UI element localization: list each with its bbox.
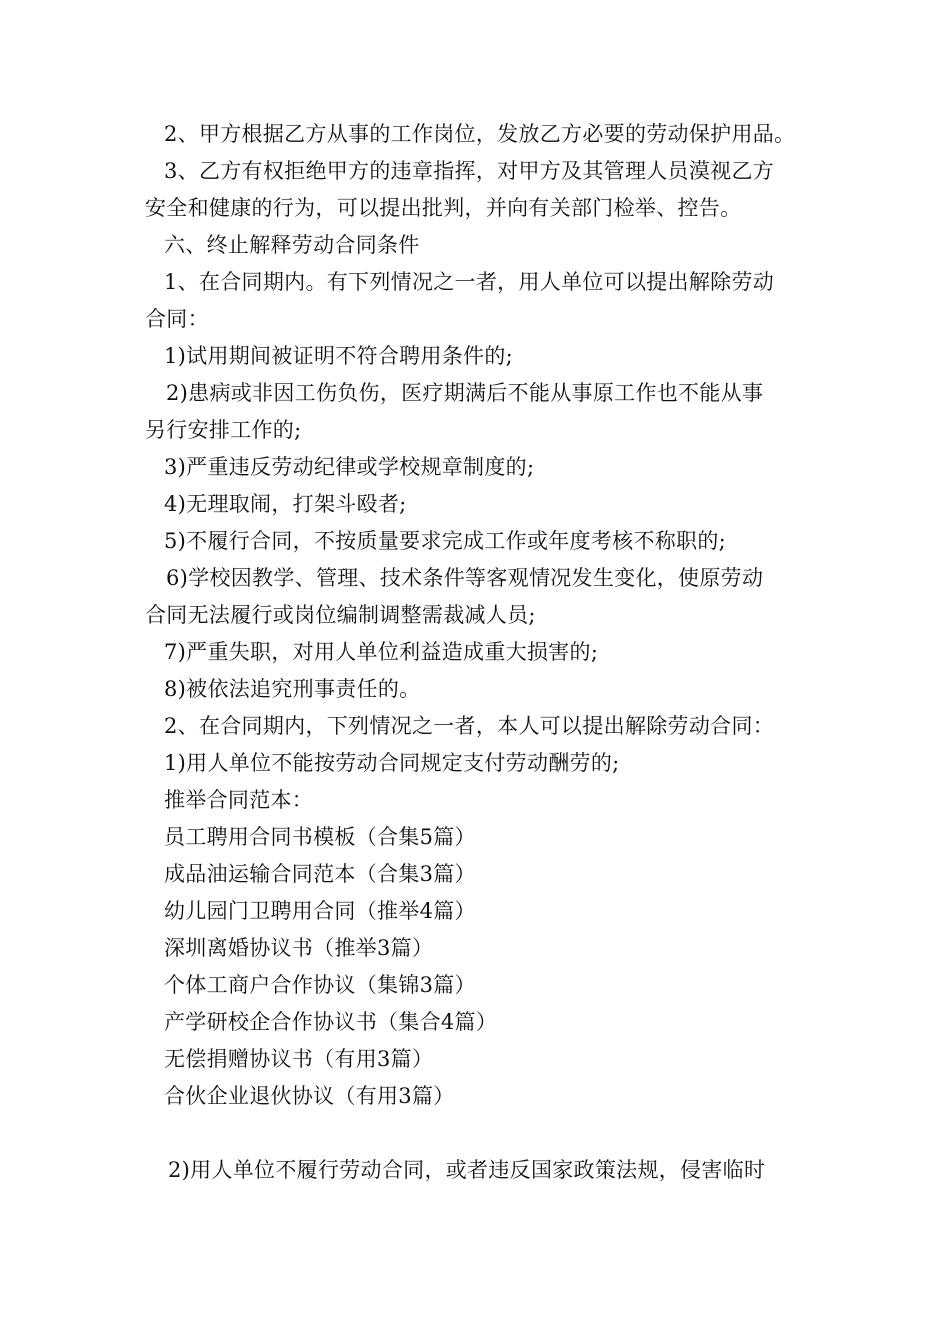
list-item: 4)无理取闹，打架斗殴者; [164,492,407,516]
paragraph-line: 3、乙方有权拒绝甲方的违章指挥，对甲方及其管理人员漠视乙方 [164,159,775,183]
paragraph-line: 安全和健康的行为，可以提出批判，并向有关部门检举、控告。 [145,196,742,220]
recommend-link[interactable]: 合伙企业退伙协议（有用3篇） [164,1084,455,1108]
list-item-continuation: 合同无法履行或岗位编制调整需裁减人员; [145,603,536,627]
recommend-link[interactable]: 深圳离婚协议书（推举3篇） [164,936,434,960]
paragraph-line: 1、在合同期内。有下列情况之一者，用人单位可以提出解除劳动 [164,270,775,294]
recommend-link[interactable]: 幼儿园门卫聘用合同（推举4篇） [164,899,476,923]
paragraph-line: 2、在合同期内，下列情况之一者，本人可以提出解除劳动合同： [164,714,775,738]
list-item: 1)用人单位不能按劳动合同规定支付劳动酬劳的; [164,751,620,775]
list-item: 5)不履行合同，不按质量要求完成工作或年度考核不称职的; [164,529,727,553]
list-item: 3)严重违反劳动纪律或学校规章制度的; [164,455,535,479]
list-item-continuation: 另行安排工作的; [145,418,302,442]
recommend-link[interactable]: 成品油运输合同范本（合集3篇） [164,862,476,886]
recommend-link[interactable]: 个体工商户合作协议（集锦3篇） [164,973,476,997]
paragraph-line: 合同： [145,307,209,331]
list-item: 7)严重失职，对用人单位利益造成重大损害的; [164,640,599,664]
recommend-heading: 推举合同范本： [164,788,314,812]
list-item: 6)学校因教学、管理、技术条件等客观情况发生变化，使原劳动 [166,566,764,590]
paragraph-line: 2、甲方根据乙方从事的工作岗位，发放乙方必要的劳动保护用品。 [164,122,796,146]
list-item: 1)试用期间被证明不符合聘用条件的; [164,344,514,368]
list-item: 8)被依法追究刑事责任的。 [164,677,421,701]
recommend-link[interactable]: 无偿捐赠协议书（有用3篇） [164,1047,434,1071]
section-heading: 六、终止解释劳动合同条件 [164,233,420,257]
list-item: 2)患病或非因工伤负伤，医疗期满后不能从事原工作也不能从事 [166,381,764,405]
recommend-link[interactable]: 员工聘用合同书模板（合集5篇） [164,825,476,849]
recommend-link[interactable]: 产学研校企合作协议书（集合4篇） [164,1010,498,1034]
list-item: 2)用人单位不履行劳动合同，或者违反国家政策法规，侵害临时 [168,1158,766,1182]
